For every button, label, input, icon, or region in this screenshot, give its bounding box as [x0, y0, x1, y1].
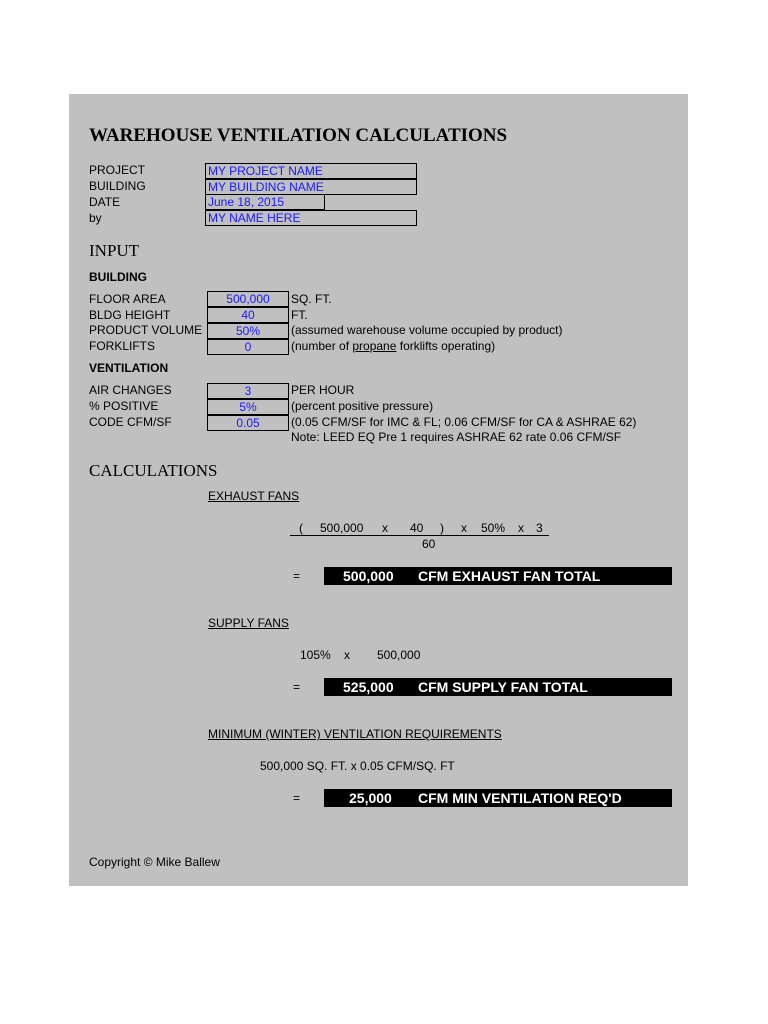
author-name-field[interactable]: MY NAME HERE	[205, 210, 417, 226]
forklifts-note: (number of propane forklifts operating)	[291, 339, 496, 353]
supply-result-label: CFM SUPPLY FAN TOTAL	[418, 679, 588, 695]
percent-positive-note: (percent positive pressure)	[291, 399, 434, 413]
exhaust-close-paren: )	[440, 521, 444, 535]
supply-value: 500,000	[377, 648, 421, 662]
building-name-field[interactable]: MY BUILDING NAME	[205, 179, 417, 195]
exhaust-area: 500,000	[320, 521, 364, 535]
percent-positive-input[interactable]: 5%	[207, 399, 289, 415]
exhaust-product-volume: 50%	[481, 521, 506, 535]
code-cfm-label: CODE CFM/SF	[89, 415, 172, 429]
project-name-field[interactable]: MY PROJECT NAME	[205, 163, 417, 179]
exhaust-air-changes: 3	[536, 521, 543, 535]
minimum-formula: 500,000 SQ. FT. x 0.05 CFM/SQ. FT	[260, 759, 455, 773]
air-changes-input[interactable]: 3	[207, 383, 289, 399]
worksheet	[69, 94, 688, 886]
percent-positive-label: % POSITIVE	[89, 399, 159, 413]
code-cfm-input[interactable]: 0.05	[207, 415, 289, 431]
minimum-result-bar	[324, 789, 672, 807]
exhaust-result-bar	[324, 567, 672, 585]
code-cfm-note: (0.05 CFM/SF for IMC & FL; 0.06 CFM/SF for CA & ASHRAE 62)	[291, 415, 637, 429]
floor-area-label: FLOOR AREA	[89, 292, 166, 306]
floor-area-input[interactable]: 500,000	[207, 291, 289, 307]
exhaust-result-label: CFM EXHAUST FAN TOTAL	[418, 568, 601, 584]
supply-equals: =	[293, 680, 301, 694]
supply-times: x	[344, 648, 350, 662]
by-label: by	[89, 211, 102, 225]
exhaust-times-3: x	[518, 521, 524, 535]
supply-result-bar	[324, 678, 672, 696]
air-changes-label: AIR CHANGES	[89, 383, 172, 397]
minimum-equals: =	[293, 791, 301, 805]
floor-area-unit: SQ. FT.	[291, 292, 332, 306]
exhaust-open-paren: (	[299, 521, 303, 535]
exhaust-divisor: 60	[422, 537, 436, 551]
exhaust-times-2: x	[461, 521, 467, 535]
product-volume-note: (assumed warehouse volume occupied by product)	[291, 323, 563, 337]
air-changes-unit: PER HOUR	[291, 383, 355, 397]
bldg-height-unit: FT.	[291, 308, 308, 322]
building-heading: BUILDING	[89, 270, 147, 284]
bldg-height-input[interactable]: 40	[207, 307, 289, 323]
exhaust-equals: =	[293, 569, 301, 583]
exhaust-times-1: x	[382, 521, 388, 535]
date-field[interactable]: June 18, 2015	[205, 194, 325, 210]
leed-note: Note: LEED EQ Pre 1 requires ASHRAE 62 rate 0.06 CFM/SF	[291, 430, 622, 444]
copyright-text: Copyright © Mike Ballew	[89, 855, 220, 869]
project-label: PROJECT	[89, 163, 146, 177]
fraction-line	[290, 535, 549, 536]
ventilation-heading: VENTILATION	[89, 361, 169, 375]
supply-result-value: 525,000	[343, 679, 394, 695]
calculations-heading: CALCULATIONS	[89, 461, 218, 480]
exhaust-result-value: 500,000	[343, 568, 394, 584]
forklifts-input[interactable]: 0	[207, 339, 289, 355]
product-volume-input[interactable]: 50%	[207, 323, 289, 339]
minimum-result-value: 25,000	[349, 790, 392, 806]
building-label: BUILDING	[89, 179, 146, 193]
product-volume-label: PRODUCT VOLUME	[89, 323, 203, 337]
supply-factor: 105%	[300, 648, 331, 662]
forklifts-label: FORKLIFTS	[89, 339, 156, 353]
minimum-ventilation-heading: MINIMUM (WINTER) VENTILATION REQUIREMENTS	[208, 727, 502, 741]
date-label: DATE	[89, 195, 121, 209]
supply-fans-heading: SUPPLY FANS	[208, 616, 289, 630]
minimum-result-label: CFM MIN VENTILATION REQ'D	[418, 790, 622, 806]
bldg-height-label: BLDG HEIGHT	[89, 308, 171, 322]
page-title: WAREHOUSE VENTILATION CALCULATIONS	[89, 125, 508, 146]
exhaust-fans-heading: EXHAUST FANS	[208, 489, 300, 503]
exhaust-height: 40	[410, 521, 424, 535]
input-heading: INPUT	[89, 241, 140, 260]
